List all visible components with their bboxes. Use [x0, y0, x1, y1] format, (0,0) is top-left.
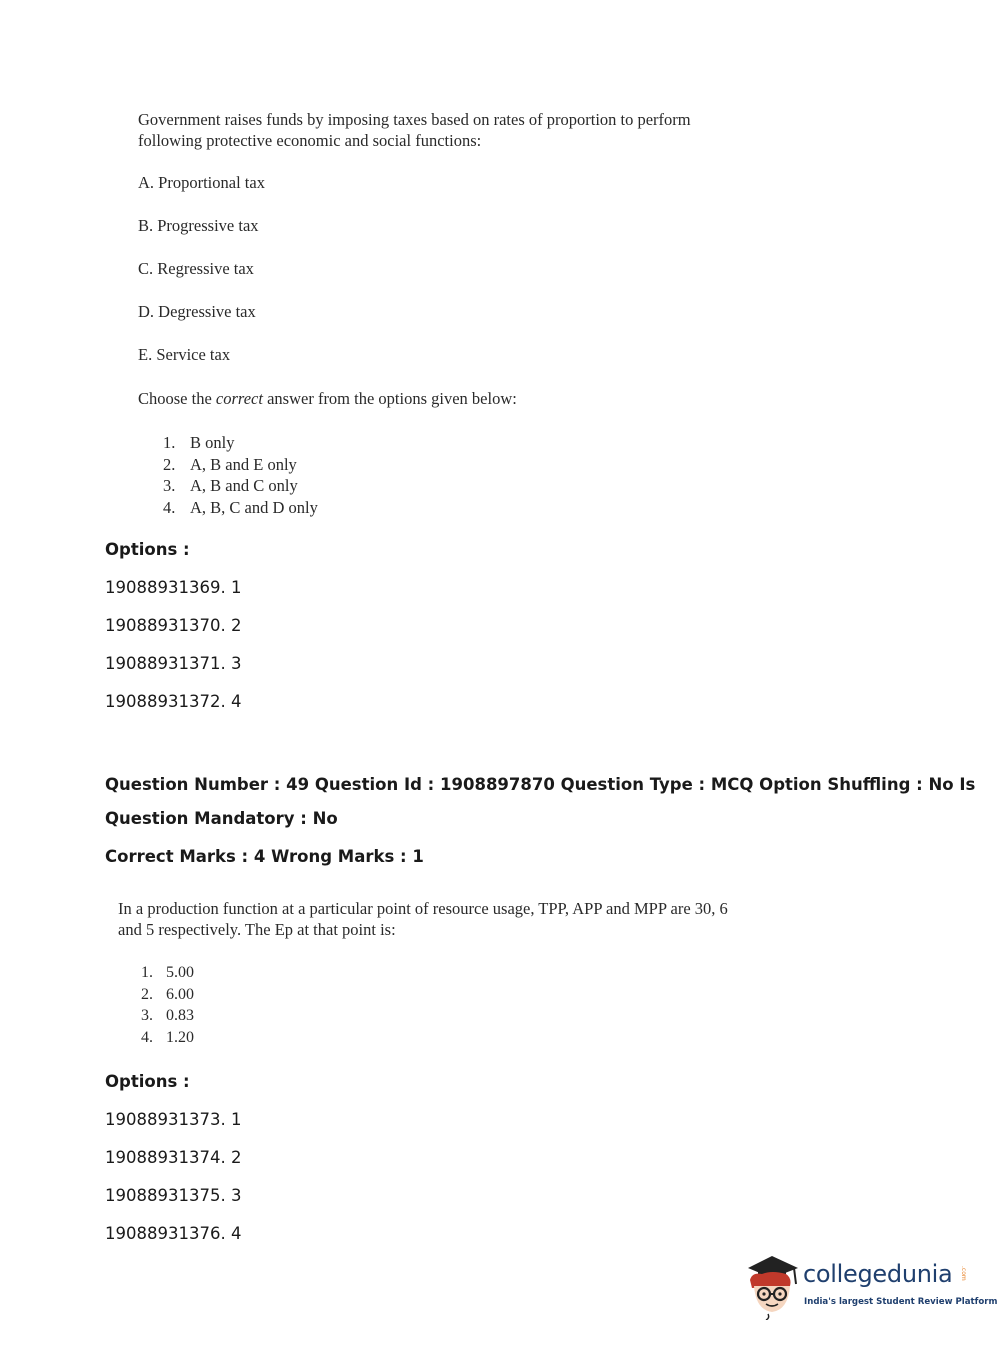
statement-c: C. Regressive tax — [138, 259, 254, 278]
choice-number: 2. — [163, 454, 176, 474]
choice-number: 4. — [163, 498, 176, 518]
statement-e: E. Service tax — [138, 345, 231, 364]
options-heading: Options : — [105, 1072, 190, 1091]
choice-item — [141, 984, 194, 1006]
logo-wordmark: collegedunia — [803, 1260, 953, 1288]
choice-item — [141, 1027, 194, 1049]
choose-prefix: Choose the — [138, 389, 216, 408]
choice-number: 4. — [141, 1028, 153, 1046]
choose-suffix: answer from the options given below: — [262, 389, 517, 408]
options-heading: Options : — [105, 540, 190, 559]
option-id: 19088931370. 2 — [105, 616, 242, 635]
choice-text: 6.00 — [166, 985, 194, 1003]
question-mandatory: Question Mandatory : No — [105, 809, 338, 828]
choice-item — [163, 497, 318, 519]
logo-suffix: .com — [960, 1266, 967, 1281]
option-id: 19088931374. 2 — [105, 1148, 242, 1167]
choice-item — [163, 432, 318, 454]
choice-number: 1. — [141, 964, 153, 981]
choose-instruction — [138, 389, 517, 409]
choose-emphasis: correct — [215, 389, 263, 408]
question-1-stem: Government raises funds by imposing taxes based on rates of proportion to perform following protective economic and social functions: — [138, 110, 691, 150]
collegedunia-logo[interactable] — [742, 1250, 998, 1320]
choice-text: A, B and C only — [190, 476, 298, 496]
choice-text: B only — [190, 433, 235, 452]
choice-text: A, B and E only — [190, 454, 297, 474]
choice-item — [141, 962, 194, 984]
option-id: 19088931371. 3 — [105, 654, 242, 673]
choice-number: 1. — [163, 433, 176, 452]
statement-d: D. Degressive tax — [138, 302, 256, 321]
logo-tagline: India's largest Student Review Platform — [804, 1297, 998, 1307]
choice-number: 3. — [163, 476, 176, 496]
statement-b: B. Progressive tax — [138, 216, 259, 235]
question-meta: Question Number : 49 Question Id : 1908897870 Question Type : MCQ Option Shuffling : No Is — [105, 775, 976, 794]
mascot-icon — [742, 1250, 804, 1320]
choice-number: 2. — [141, 985, 153, 1003]
option-id: 19088931369. 1 — [105, 578, 242, 597]
choice-item — [141, 1005, 194, 1027]
choice-number: 3. — [141, 1007, 153, 1024]
choice-text: 1.20 — [166, 1028, 194, 1046]
choice-item — [163, 454, 318, 476]
option-id: 19088931372. 4 — [105, 692, 242, 711]
question-marks: Correct Marks : 4 Wrong Marks : 1 — [105, 847, 424, 866]
statement-a: A. Proportional tax — [138, 173, 265, 192]
choice-text: 5.00 — [166, 964, 194, 981]
option-id: 19088931375. 3 — [105, 1186, 242, 1205]
question-2-stem: In a production function at a particular point of resource usage, TPP, APP and MPP are 30, 6 and 5 respectively. The Ep at that point is: — [118, 899, 728, 939]
question-1-choice-list — [163, 432, 318, 519]
choice-item — [163, 475, 318, 497]
question-2-choice-list — [141, 962, 194, 1048]
choice-text: 0.83 — [166, 1007, 194, 1024]
option-id: 19088931376. 4 — [105, 1224, 242, 1243]
option-id: 19088931373. 1 — [105, 1110, 242, 1129]
choice-text: A, B, C and D only — [190, 498, 318, 518]
